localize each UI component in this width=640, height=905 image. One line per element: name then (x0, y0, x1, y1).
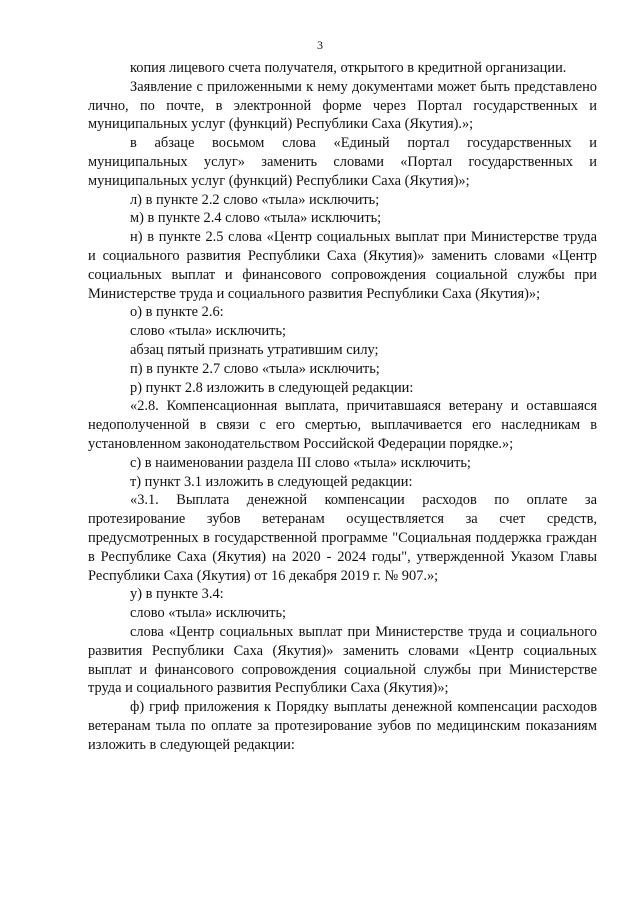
paragraph: у) в пункте 3.4: (130, 586, 224, 603)
paragraph: н) в пункте 2.5 слова «Центр социальных выплат при Министерстве труда и социального развития Республики Саха (Якутия)» заменить словами «Центр социальных выплат и финансового сопровождения социальной службы при Министерстве труда и социального развития Республики Саха (Якутия)»; (88, 229, 597, 302)
paragraph: л) в пункте 2.2 слово «тыла» исключить; (130, 191, 380, 208)
paragraph: о) в пункте 2.6: (130, 304, 224, 321)
paragraph: р) пункт 2.8 изложить в следующей редакции: (130, 379, 414, 396)
paragraph: ф) гриф приложения к Порядку выплаты денежной компенсации расходов ветеранам тыла по оплате за протезирование зубов по медицинским показаниям изложить в следующей редакции: (88, 699, 597, 753)
paragraph: Заявление с приложенными к нему документами может быть представлено лично, по почте, в электронной форме через Портал государственных и муниципальных услуг (функций) Республики Саха (Якутия).»; (88, 78, 597, 133)
paragraph: м) в пункте 2.4 слово «тыла» исключить; (130, 210, 382, 227)
paragraph: п) в пункте 2.7 слово «тыла» исключить; (130, 360, 380, 377)
paragraph: «2.8. Компенсационная выплата, причитавшаяся ветерану и оставшаяся недополученной в связи с его смертью, выплачивается его наследникам в установленном законодательством Российской Федерации порядке.»; (88, 398, 597, 452)
paragraph: с) в наименовании раздела III слово «тыла» исключить; (130, 454, 471, 471)
paragraph: в абзаце восьмом слова «Единый портал государственных и муниципальных услуг» заменить словами «Портал государственных и муниципальных услуг (функций) Республики Саха (Якутия)»; (88, 135, 597, 189)
paragraph: «3.1. Выплата денежной компенсации расходов по оплате за протезирование зубов ветеранам осуществляется за счет средств, предусмотренных в государственной программе "Социальная поддержка граждан в Республике Саха (Якутия) на 2020 - 2024 годы", утвержденной Указом Главы Республики Саха (Якутия) от 16 декабря 2019 г. № 907.»; (88, 492, 597, 584)
paragraph: слово «тыла» исключить; (130, 605, 287, 622)
paragraph: т) пункт 3.1 изложить в следующей редакции: (130, 473, 413, 490)
paragraph: копия лицевого счета получателя, открытого в кредитной организации. (130, 60, 567, 76)
document-body (88, 59, 597, 754)
paragraph: абзац пятый признать утратившим силу; (130, 341, 379, 358)
paragraph: слово «тыла» исключить; (130, 323, 287, 340)
page-number: 3 (317, 38, 323, 52)
paragraph: слова «Центр социальных выплат при Министерстве труда и социального развития Республики Саха (Якутия)» заменить словами «Центр социальных выплат и финансового сопровождения социальной службы при Министерстве труда и социального развития Республики Саха (Якутия)»; (88, 623, 597, 697)
